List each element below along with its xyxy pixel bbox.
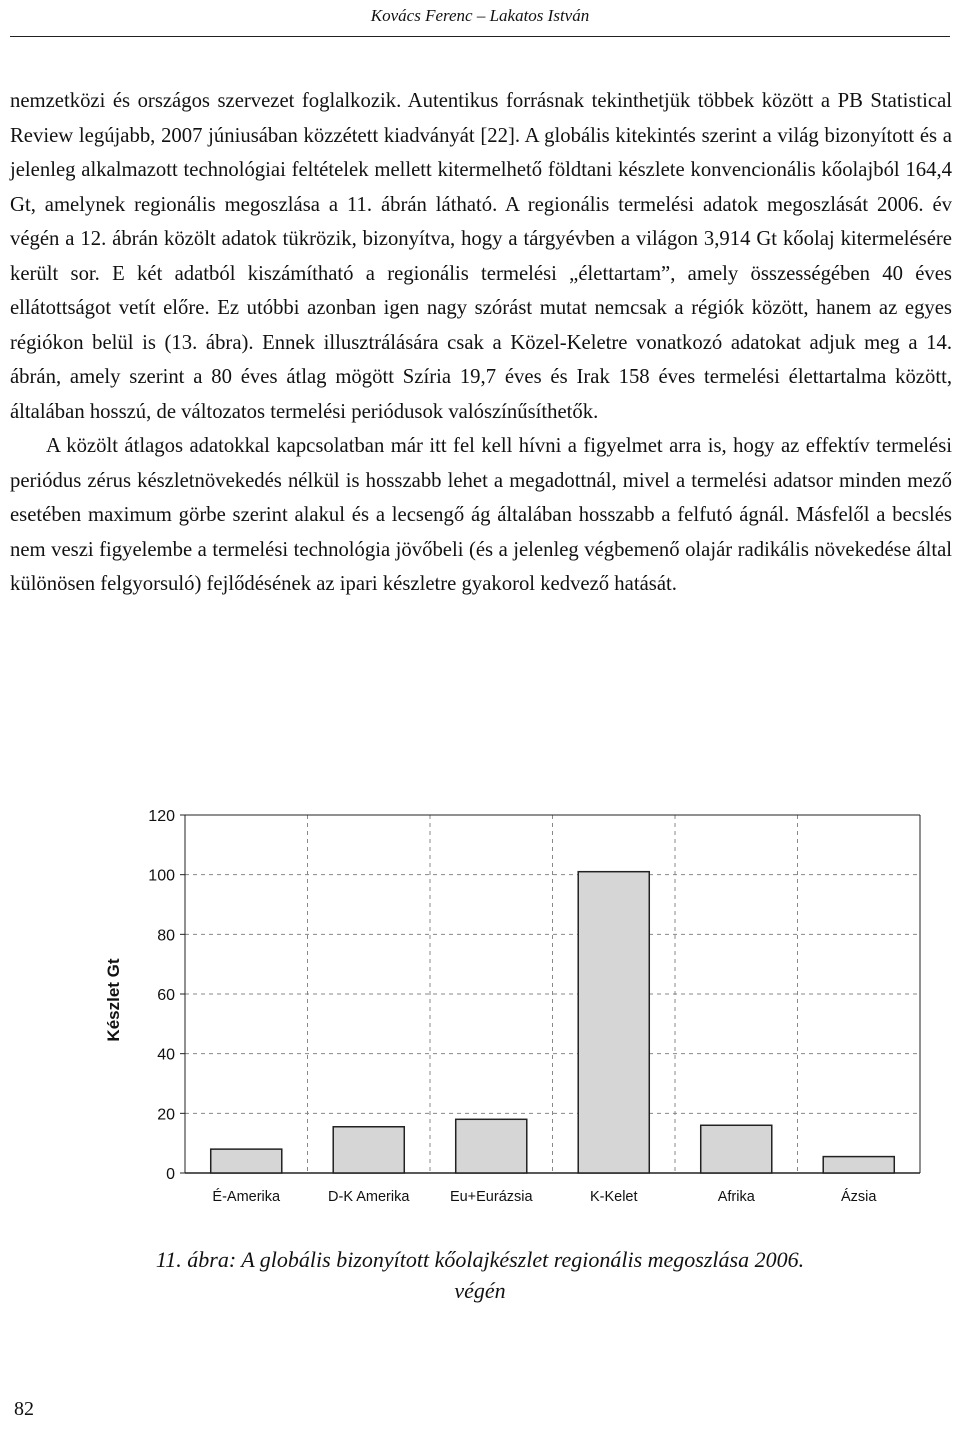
body-text [10,84,952,602]
bar-6 [823,1157,894,1173]
bar-chart [90,795,930,1225]
bar-1 [211,1149,282,1173]
y-tick-label: 0 [166,1166,175,1183]
running-title: Kovács Ferenc – Lakatos István [370,6,590,25]
y-tick-label: 80 [157,927,175,945]
x-tick-label: D-K Amerika [328,1189,410,1205]
x-tick-label: K-Kelet [589,1189,638,1205]
y-tick-label: 20 [157,1106,175,1124]
paragraph-1: nemzetközi és országos szervezet foglalkozik. Autentikus forrásnak tekinthetjük többek között a PB Statistical Review legújabb, 2007 júniusában közzétett kiadványát [22]. A globális kitekintés szerint a világ bizonyított és a jelenleg alkalmazott technológiai feltételek mellett kitermelhető földtani készlete konvencionális kőolajból 164,4 Gt, amelynek regionális megoszlása a 11. ábrán látható. A regionális termelési adatok megoszlását 2006. év végén a 12. ábrán közölt adatok tükrözik, bizonyítva, hogy a tárgyévben a világon 3,914 Gt kőolaj kitermelésére került sor. E két adatból kiszámítható a regionális termelési „élettartam”, amely összességében 40 éves ellátottságot vetít előre. Ez utóbbi azonban igen nagy szórást mutat nemcsak a régiók között, hanem az egyes régiókon belül is (13. ábra). Ennek illusztrálására csak a Közel-Keletre vonatkozó adatokat adjuk meg a 14. ábrán, amely szerint a 80 éves átlag mögött Szíria 19,7 éves és Irak 158 éves termelési élettartalma között, általában hosszú, de változatos termelési periódusok valószínűsíthetők. [10,90,952,423]
bar-4 [578,872,649,1173]
y-axis-title: Készlet Gt [104,958,123,1042]
bar-chart-svg [90,795,930,1225]
bar-5 [701,1125,772,1173]
caption-line-2: végén [454,1278,506,1303]
figure-caption [0,1244,960,1306]
header-rule [10,36,950,37]
page-number: 82 [14,1398,34,1420]
y-tick-label: 120 [148,808,175,825]
bar-2 [333,1127,404,1173]
caption-line-1: 11. ábra: A globális bizonyított kőolajkészlet regionális megoszlása 2006. [155,1247,805,1272]
x-tick-label: Eu+Eurázsia [449,1189,533,1205]
paragraph-2: A közölt átlagos adatokkal kapcsolatban már itt fel kell hívni a figyelmet arra is, hogy az effektív termelési periódus zérus készletnövekedés nélkül is hosszabb lehet a megadottnál, mivel a termelési adatsor minden mező esetében maximum görbe szerint alakul és a lecsengő ág általában hosszabb a felfutó ágnál. Másfelől a becslés nem veszi figyelembe a termelési technológia jövőbeli (és a jelenleg végbemenő olajár radikális növekedése által különösen felgyorsuló) fejlődésének az ipari készletre gyakorol kedvező hatását. [10,435,952,595]
y-tick-label: 100 [148,867,175,885]
running-header [0,0,960,42]
x-tick-label: Ázsia [841,1189,877,1205]
bar-3 [456,1119,527,1173]
x-tick-label: Afrika [717,1189,755,1205]
y-tick-label: 60 [157,987,175,1004]
y-tick-label: 40 [157,1046,175,1064]
x-tick-label: É-Amerika [212,1189,281,1205]
